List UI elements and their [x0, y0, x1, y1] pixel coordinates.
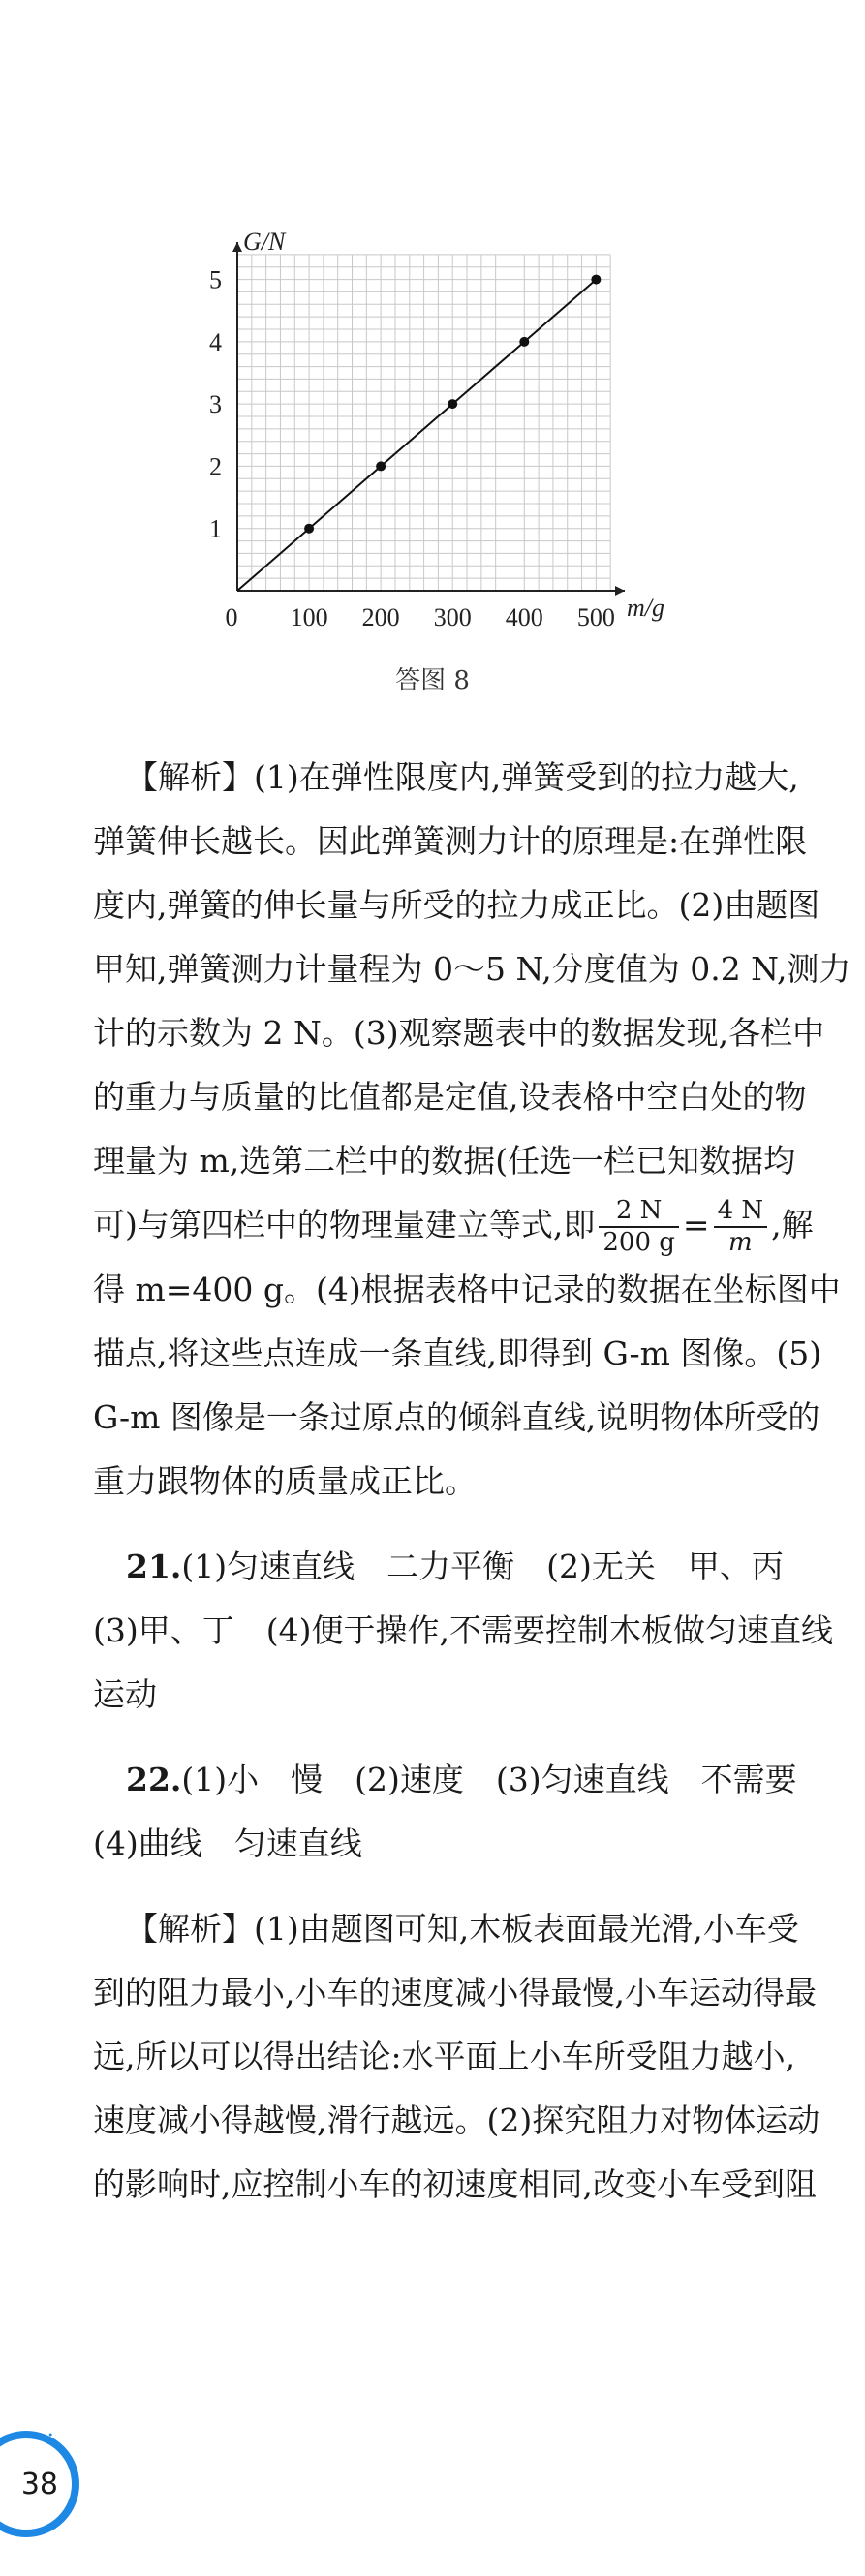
text-line: 度内,弹簧的伸长量与所受的拉力成正比。(2)由题图: [93, 886, 820, 924]
y-tick-label: 5: [209, 265, 222, 294]
answer-content: [93, 746, 851, 2238]
answer-21-line-1: [93, 1535, 829, 1599]
x-tick-label: 500: [576, 603, 615, 631]
x-tick-label: 200: [361, 603, 400, 631]
chart-series: [237, 275, 601, 591]
question-number-22: 22.: [126, 1761, 182, 1799]
answer-text: (1)匀速直线 二力平衡 (2)无关 甲、丙: [181, 1548, 784, 1586]
fraction-2-denominator: m: [728, 1228, 753, 1257]
formula-line: [93, 1193, 829, 1258]
answer-21: [93, 1535, 833, 1727]
text-line: 到的阻力最小,小车的速度减小得最慢,小车运动得最: [93, 1974, 817, 2012]
equals-sign: =: [682, 1206, 710, 1243]
answer-21-line-2: (3)甲、丁 (4)便于操作,不需要控制木板做匀速直线: [93, 1611, 833, 1650]
x-tick-label: 0: [225, 603, 238, 631]
chart-axes: [232, 242, 625, 596]
text-line: 【解析】(1)在弹性限度内,弹簧受到的拉力越大,: [126, 758, 799, 796]
y-tick-label: 1: [209, 514, 222, 543]
formula-suffix: ,解: [771, 1206, 814, 1243]
text-line: 描点,将这些点连成一条直线,即得到 G-m 图像。(5): [93, 1334, 822, 1373]
data-point: [304, 524, 314, 534]
y-tick-label: 3: [209, 390, 222, 419]
analysis-paragraph-1: [93, 746, 851, 1514]
text-line: 的影响时,应控制小车的初速度相同,改变小车受到阻: [93, 2165, 817, 2204]
data-point: [376, 461, 386, 471]
answer-22-line-2: (4)曲线 匀速直线: [93, 1825, 362, 1863]
fraction-2: [714, 1196, 768, 1258]
text-line: 的重力与质量的比值都是定值,设表格中空白处的物: [93, 1078, 807, 1116]
fraction-1-denominator: 200 g: [602, 1228, 675, 1257]
x-tick-label: 400: [505, 603, 543, 631]
answer-text: (1)小 慢 (2)速度 (3)匀速直线 不需要: [181, 1761, 797, 1799]
page-number: 38: [20, 2467, 58, 2501]
y-axis-label: G/N: [243, 228, 286, 256]
x-tick-label: 100: [290, 603, 328, 631]
chart-grid: [237, 255, 610, 591]
fraction-2-numerator: 4 N: [714, 1196, 768, 1228]
text-line: 得 m=400 g。(4)根据表格中记录的数据在坐标图中: [93, 1271, 841, 1309]
fraction-1-numerator: 2 N: [599, 1196, 679, 1228]
answer-22-line-1: [93, 1748, 829, 1812]
x-tick-label: 300: [433, 603, 472, 631]
text-line: 【解析】(1)由题图可知,木板表面最光滑,小车受: [126, 1910, 799, 1948]
text-line: 甲知,弹簧测力计量程为 0～5 N,分度值为 0.2 N,测力: [93, 950, 851, 988]
data-point: [448, 399, 457, 409]
text-line: 重力跟物体的质量成正比。: [93, 1462, 477, 1501]
text-line: 速度减小得越慢,滑行越远。(2)探究阻力对物体运动: [93, 2101, 820, 2140]
x-axis-arrow-icon: [615, 586, 625, 596]
page-number-badge: [0, 2431, 79, 2537]
data-point: [519, 337, 529, 347]
fraction-1: [599, 1196, 679, 1258]
decorative-dots-icon: • • • •: [10, 2431, 56, 2441]
data-point: [591, 275, 601, 285]
y-tick-label: 4: [209, 327, 222, 356]
question-number-21: 21.: [126, 1548, 182, 1586]
text-line: 理量为 m,选第二栏中的数据(任选一栏已知数据均: [93, 1142, 796, 1180]
g-m-chart: [194, 223, 697, 649]
x-axis-label: m/g: [627, 594, 664, 622]
analysis-paragraph-2: [93, 1897, 829, 2217]
series-line: [237, 280, 596, 591]
formula-prefix: 可)与第四栏中的物理量建立等式,即: [93, 1206, 596, 1243]
text-line: 远,所以可以得出结论:水平面上小车所受阻力越小,: [93, 2038, 796, 2076]
y-axis-arrow-icon: [232, 242, 242, 252]
text-line: G-m 图像是一条过原点的倾斜直线,说明物体所受的: [93, 1398, 820, 1437]
answer-22: [93, 1748, 829, 1876]
y-tick-label: 2: [209, 452, 222, 481]
text-line: 弹簧伸长越长。因此弹簧测力计的原理是:在弹性限: [93, 822, 808, 860]
text-line: 计的示数为 2 N。(3)观察题表中的数据发现,各栏中: [93, 1014, 825, 1052]
answer-21-line-3: 运动: [93, 1675, 157, 1714]
figure-caption: 答图 8: [395, 666, 470, 695]
